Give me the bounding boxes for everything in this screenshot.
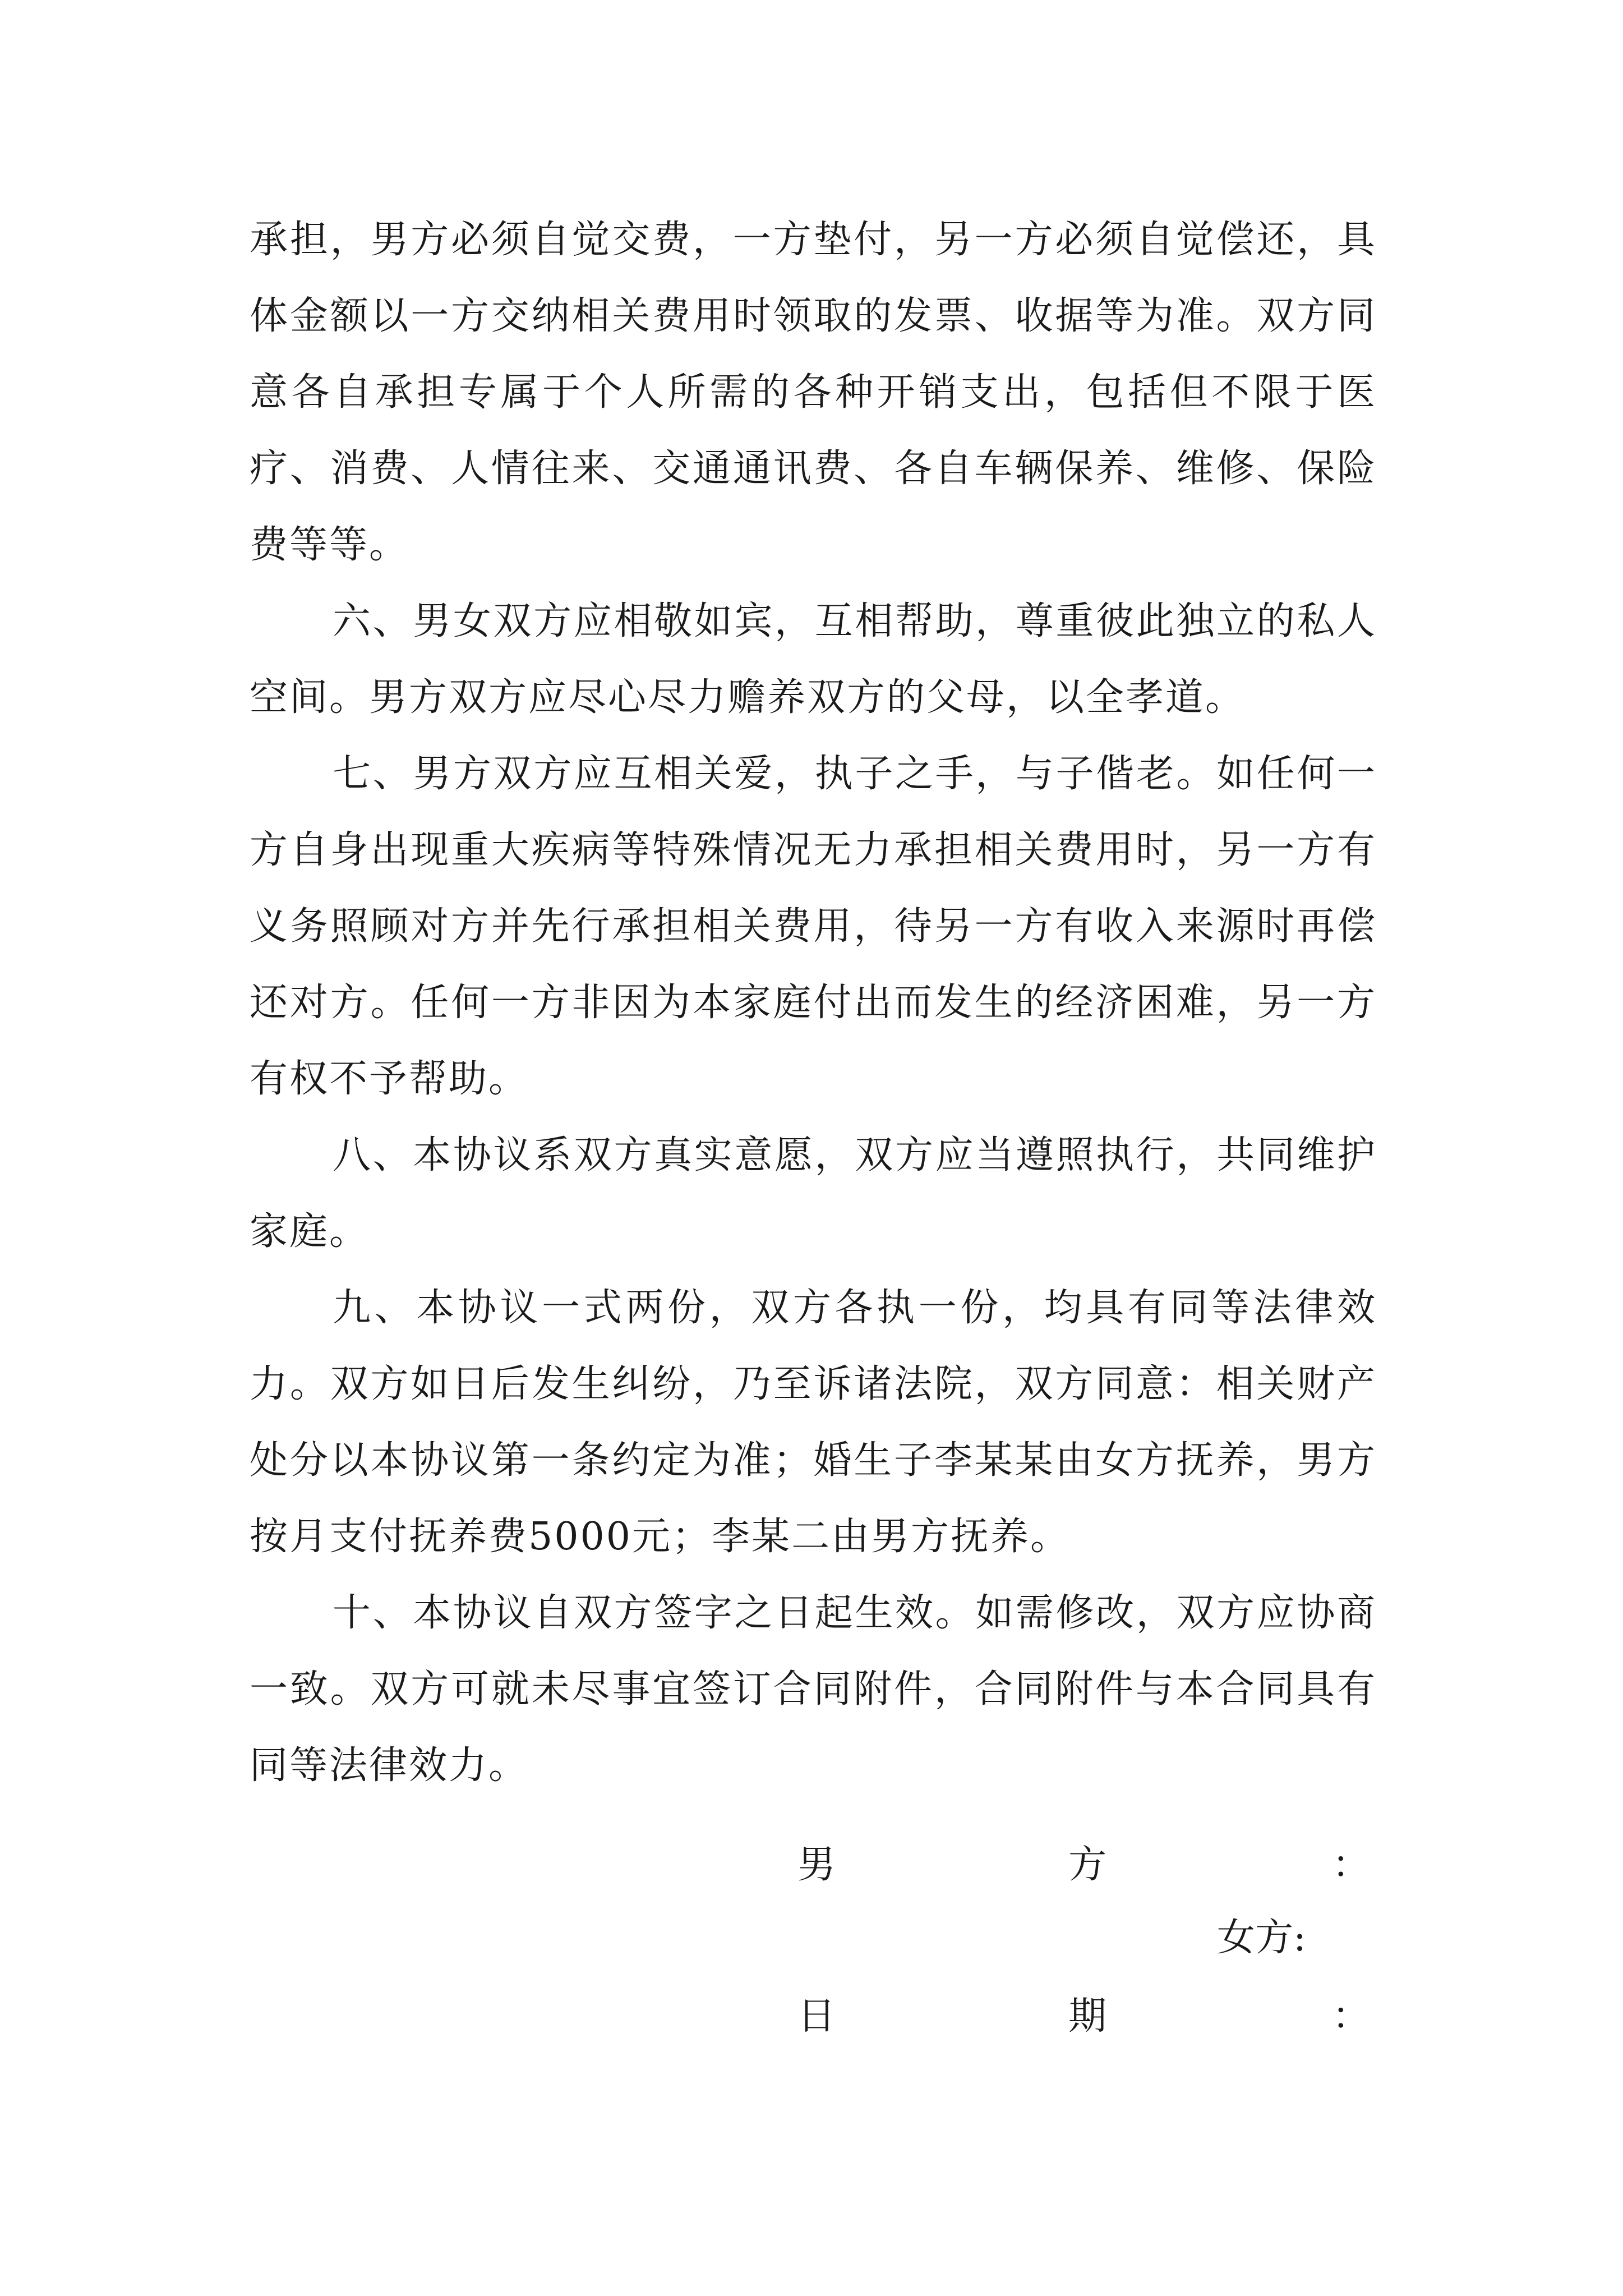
date-label-char2: 期 xyxy=(1068,1994,1107,2039)
agreement-body xyxy=(250,202,1377,1804)
paragraph-clause-6: 六、男女双方应相敬如宾，互相帮助，尊重彼此独立的私人空间。男方双方应尽心尽力赡养双方的父母，以全孝道。 xyxy=(250,599,1377,720)
paragraph-clause-9: 九、本协议一式两份，双方各执一份，均具有同等法律效力。双方如日后发生纠纷，乃至诉诸法院，双方同意：相关财产处分以本协议第一条约定为准；婚生子李某某由女方抚养，男方按月支付抚养费5000元；李某二由男方抚养。 xyxy=(250,1286,1377,1559)
female-signature-label: 女方: xyxy=(1217,1916,1306,1960)
date-colon: ： xyxy=(1332,1994,1371,2039)
male-signature-label-char2: 方 xyxy=(1068,1843,1107,1887)
paragraph-clause-8: 八、本协议系双方真实意愿，双方应当遵照执行，共同维护家庭。 xyxy=(250,1133,1377,1254)
male-signature-label-char1: 男 xyxy=(797,1843,836,1887)
male-signature-colon: ： xyxy=(1332,1843,1371,1887)
paragraph-continuation: 承担，男方必须自觉交费，一方垫付，另一方必须自觉偿还，具体金额以一方交纳相关费用时领取的发票、收据等为准。双方同意各自承担专属于个人所需的各种开销支出，包括但不限于医疗、消费、人情往来、交通通讯费、各自车辆保养、维修、保险费等等。 xyxy=(250,218,1377,567)
paragraph-clause-7: 七、男方双方应互相关爱，执子之手，与子偕老。如任何一方自身出现重大疾病等特殊情况无力承担相关费用时，另一方有义务照顾对方并先行承担相关费用，待另一方有收入来源时再偿还对方。任何一方非因为本家庭付出而发生的经济困难，另一方有权不予帮助。 xyxy=(250,752,1377,1101)
date-label-char1: 日 xyxy=(797,1994,836,2039)
paragraph-clause-10: 十、本协议自双方签字之日起生效。如需修改，双方应协商一致。双方可就未尽事宜签订合同附件，合同附件与本合同具有同等法律效力。 xyxy=(250,1591,1377,1788)
